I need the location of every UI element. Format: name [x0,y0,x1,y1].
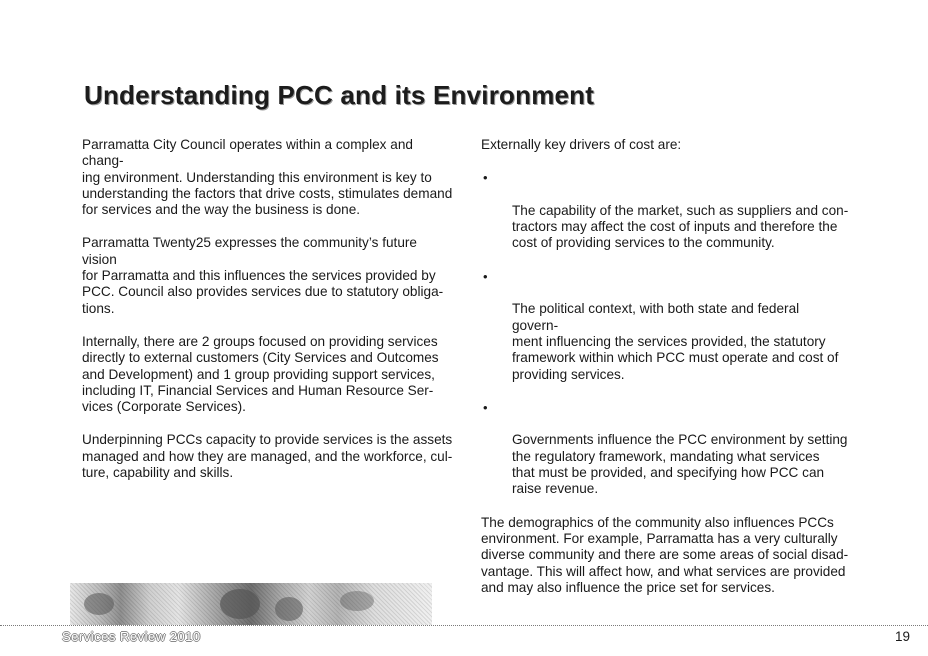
paragraph-demographics: The demographics of the community also influences PCCs environment. For example, Parramatta has a very culturally diverse community and there are some areas of social disad- vantage. This will affect how, and what services are provided and may also influence the price set for services. [481,514,849,595]
footer-divider [0,625,928,626]
page-title: Understanding PCC and its Environment [84,80,595,110]
photo-detail [340,591,374,611]
right-column [481,137,849,613]
list-item [481,170,849,251]
bullet-icon: • [483,170,488,186]
bullet-text: The capability of the market, such as suppliers and con- tractors may affect the cost of inputs and therefore the cost of providing services to the community. [512,202,849,251]
paragraph-capacity: Underpinning PCCs capacity to provide services is the assets managed and how they are managed, and the workforce, cul- ture, capability and skills. [82,432,453,481]
list-item [481,269,849,383]
cost-drivers-intro: Externally key drivers of cost are: [481,137,682,152]
photo-detail [275,597,303,621]
bullet-icon: • [483,399,488,415]
paragraph-internal-groups: Internally, there are 2 groups focused on providing services directly to external customers (City Services and Outcomes and Development) and 1 group providing support services, including IT, Financial Services and Human Resource Ser- vices (Corporate Services). [82,333,439,415]
photo-detail [84,593,114,615]
bullet-text: Governments influence the PCC environment by setting the regulatory framework, mandating what services that must be provided, and specifying how PCC can raise revenue. [512,432,848,497]
bullet-icon: • [483,268,488,284]
page-number: 19 [894,629,910,644]
footer-publication-title: Services Review 2010 [62,629,201,644]
paragraph-twenty25-vision: Parramatta Twenty25 expresses the community’s future vision for Parramatta and this influences the services provided by PCC. Council also provides services due to statutory obliga- tions. [82,235,444,316]
list-item [481,400,849,498]
photo-detail [220,589,260,619]
footer-photo-strip [70,583,432,625]
left-column [82,137,454,498]
bullet-text: The political context, with both state and federal govern- ment influencing the services provided, the statutory framework within which PCC must operate and cost of providing services. [512,301,839,382]
paragraph-operating-environment: Parramatta City Council operates within a complex and chang- ing environment. Understanding this environment is key to understanding the factors that drive costs, stimulates demand for services and the way the business is done. [82,137,453,218]
cost-drivers-list [481,170,849,497]
